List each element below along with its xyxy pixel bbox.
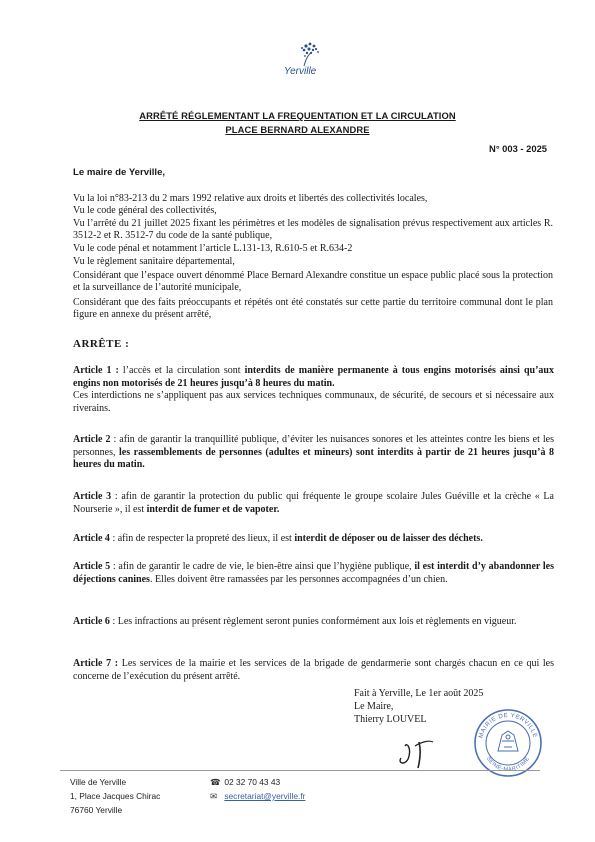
logo-text: Yerville bbox=[284, 66, 317, 77]
sign-role: Le Maire, bbox=[354, 701, 394, 712]
handwritten-signature bbox=[393, 736, 448, 770]
footer-phone: 02 32 70 43 43 bbox=[224, 777, 281, 787]
article-4-text: : afin de respecter la propreté des lieux, il est bbox=[109, 533, 295, 544]
sign-name: Thierry LOUVEL bbox=[354, 714, 427, 725]
municipal-seal bbox=[472, 707, 544, 779]
vu-line-5: Vu le règlement sanitaire départemental, bbox=[73, 256, 235, 267]
article-5-label: Article 5 bbox=[73, 561, 111, 572]
arrete-label: ARRÊTE : bbox=[73, 338, 130, 350]
article-7 bbox=[73, 658, 554, 683]
article-1-label: Article 1 : bbox=[73, 365, 119, 376]
article-1 bbox=[73, 365, 554, 415]
phone-icon: ☎ bbox=[210, 777, 221, 787]
sign-place-date: Fait à Yerville, Le 1er août 2025 bbox=[354, 688, 484, 699]
article-2-label: Article 2 bbox=[73, 434, 111, 445]
vu-line-1: Vu la loi n°83-213 du 2 mars 1992 relative aux droits et libertés des collectivités locales, bbox=[73, 193, 428, 204]
article-5-text: : afin de garantir le cadre de vie, le bien-être ainsi que l’hygiène publique, bbox=[110, 561, 415, 572]
article-7-label: Article 7 : bbox=[73, 658, 119, 669]
seal-bottom-text: SEINE-MARITIME bbox=[484, 755, 532, 774]
article-1-bold: interdits de manière permanente à tous engins motorisés ainsi qu’aux engins non motorisés de 21 heures jusqu’à 8 heures du matin. bbox=[73, 365, 554, 389]
article-5 bbox=[73, 561, 554, 586]
article-4-bold: interdit de déposer ou de laisser des déchets. bbox=[294, 533, 483, 544]
seal-top-text: MAIRIE DE YERVILLE bbox=[478, 712, 538, 739]
article-1-exceptions: Ces interdictions ne s’appliquent pas aux services techniques communaux, de sécurité, de secours et si nécessaire aux riverains. bbox=[73, 390, 554, 414]
maire-heading: Le maire de Yerville, bbox=[73, 167, 166, 178]
arrete-number: N° 003 - 2025 bbox=[489, 143, 547, 154]
footer-divider bbox=[60, 770, 540, 771]
article-2-text: : afin de garantir la tranquillité publique, d’éviter les nuisances sonores et les atteintes contre les biens et les personnes, bbox=[73, 434, 554, 458]
logo-mark-icon bbox=[296, 40, 322, 68]
document-title-line1: ARRÊTÉ RÉGLEMENTANT LA FREQUENTATION ET LA CIRCULATION bbox=[139, 110, 456, 121]
article-3-bold: interdit de fumer et de vapoter. bbox=[146, 503, 280, 515]
footer-email-link[interactable]: secretariat@yerville.fr bbox=[224, 791, 306, 801]
article-5-bold: il est interdit d’y abandonner les déjections canines bbox=[73, 561, 554, 585]
article-6 bbox=[73, 616, 554, 629]
footer-street: 1, Place Jacques Chirac bbox=[70, 791, 161, 801]
considerant-2: Considérant que des faits préoccupants et répétés ont été constatés sur cette partie du territoire communal dont le plan figure en annexe du présent arrêté, bbox=[73, 297, 553, 321]
article-3 bbox=[73, 491, 554, 516]
footer-contact bbox=[210, 775, 305, 803]
footer-org: Ville de Yerville bbox=[70, 777, 127, 787]
article-4-label: Article 4 bbox=[73, 533, 110, 544]
footer-city: 76760 Yerville bbox=[70, 805, 123, 815]
article-2-bold: les rassemblements de personnes (adultes et mineurs) sont interdits à partir de 21 heures jusqu’à 8 heures du matin. bbox=[73, 446, 554, 471]
considerant-1: Considérant que l’espace ouvert dénommé Place Bernard Alexandre constitue un espace public placé sous la protection et la surveillance de l’autorité municipale, bbox=[73, 270, 553, 294]
article-3-label: Article 3 bbox=[73, 491, 112, 502]
article-3-text: : afin de garantir la protection du public qui fréquente le groupe scolaire Jules Guéville et la crèche « La Nourserie », il est bbox=[73, 491, 554, 515]
document-title-line2: PLACE BERNARD ALEXANDRE bbox=[225, 124, 370, 135]
mail-icon: ✉ bbox=[210, 791, 218, 801]
footer-address bbox=[70, 775, 160, 817]
article-2 bbox=[73, 434, 554, 472]
vu-line-3: Vu l’arrêté du 21 juillet 2025 fixant les périmètres et les modèles de signalisation prévus respectivement aux articles R. 3512-2 et R. 3512-7 du code de la santé publique, bbox=[73, 218, 553, 242]
article-7-text: Les services de la mairie et les services de la brigade de gendarmerie sont chargés chacun en ce qui les concerne de l’exécution du présent arrêté. bbox=[73, 658, 554, 682]
vu-line-4: Vu le code pénal et notamment l’article L.131-13, R.610-5 et R.634-2 bbox=[73, 243, 353, 254]
article-5-text-2: . Elles doivent être ramassées par les personnes accompagnées d’un chien. bbox=[149, 573, 448, 585]
article-6-text: : Les infractions au présent règlement seront punies conformément aux lois et règlements en vigueur. bbox=[109, 616, 517, 627]
article-1-text: l’accès et la circulation sont bbox=[118, 365, 245, 376]
article-4 bbox=[73, 533, 554, 546]
seal-emblem-icon bbox=[498, 731, 518, 751]
vu-line-2: Vu le code général des collectivités, bbox=[73, 205, 217, 216]
article-6-label: Article 6 bbox=[73, 616, 110, 627]
town-logo bbox=[278, 40, 338, 82]
